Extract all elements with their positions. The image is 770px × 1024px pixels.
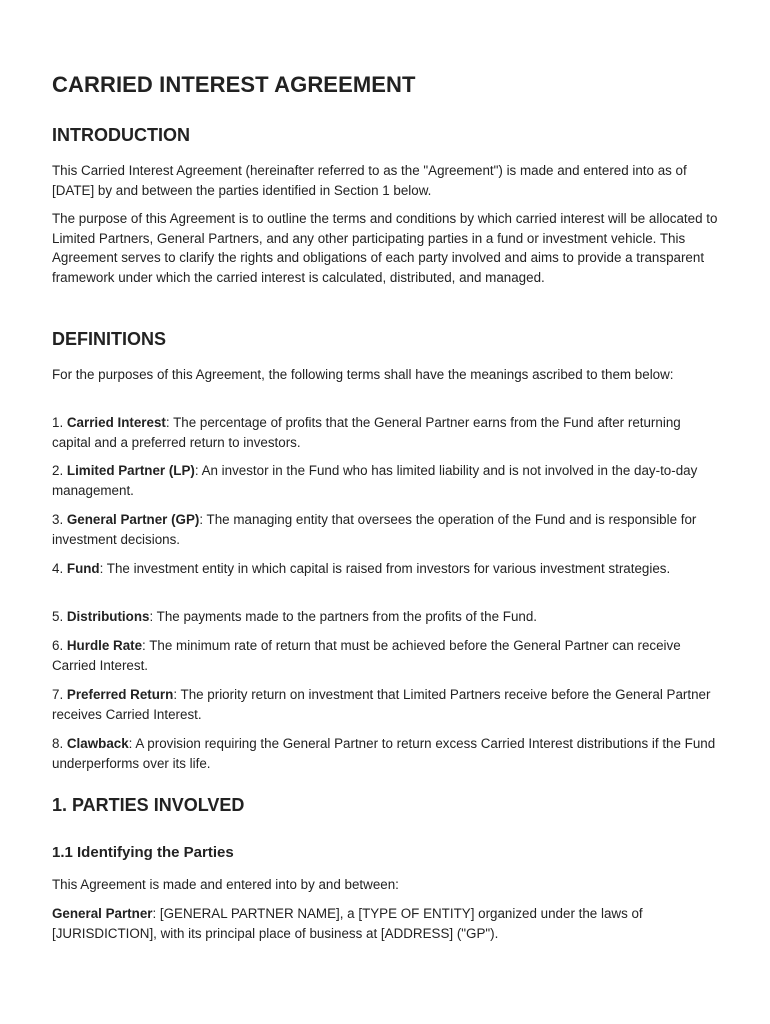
definition-text: : A provision requiring the General Partner to return excess Carried Interest distributions if the Fund underperforms over its life. (52, 736, 716, 771)
parties-section (52, 795, 718, 816)
definition-term: Distributions (66, 609, 150, 624)
definition-number: 7. (52, 687, 67, 702)
definition-item-8 (52, 734, 718, 773)
introduction-section (52, 125, 718, 146)
definition-item-2 (52, 461, 718, 500)
definition-number: 2. (52, 463, 67, 478)
definition-number: 6. (52, 638, 67, 653)
definition-number: 4. (52, 561, 67, 576)
definition-term: General Partner (GP) (66, 512, 200, 527)
definition-term: Fund (66, 561, 100, 576)
definition-term: Hurdle Rate (66, 638, 143, 653)
definition-number: 5. (52, 609, 67, 624)
definitions-section (52, 329, 718, 350)
definition-term: Clawback (66, 736, 129, 751)
definition-item-7 (52, 685, 718, 724)
gp-text: : [GENERAL PARTNER NAME], a [TYPE OF ENTITY] organized under the laws of [JURISDICTION], with its principal place of business at [ADDRESS] ("GP"). (52, 906, 643, 941)
definitions-intro (52, 365, 718, 385)
definition-term: Carried Interest (66, 415, 166, 430)
gp-term: General Partner (52, 906, 153, 921)
paragraph: This Agreement is made and entered into by and between: (52, 877, 399, 892)
definition-number: 3. (52, 512, 67, 527)
definition-item-1 (52, 413, 718, 452)
definition-term: Preferred Return (66, 687, 174, 702)
parties-intro (52, 875, 718, 895)
definition-item-6 (52, 636, 718, 675)
document-title: CARRIED INTEREST AGREEMENT (52, 72, 416, 97)
definition-item-4 (52, 559, 718, 579)
definition-text: : The investment entity in which capital is raised from investors for various investment strategies. (99, 561, 671, 576)
paragraph: The purpose of this Agreement is to outline the terms and conditions by which carried interest will be allocated to Limited Partners, General Partners, and any other participating parties in a fund or investment vehicle. This Agreement serves to clarify the rights and obligations of each party involved and aims to provide a transparent framework under which the carried interest is calculated, distributed, and managed. (52, 211, 718, 285)
parties-heading: 1. PARTIES INVOLVED (52, 795, 245, 815)
paragraph: This Carried Interest Agreement (hereinafter referred to as the "Agreement") is made and entered into as of [DATE] by and between the parties identified in Section 1 below. (52, 163, 687, 198)
definitions-heading: DEFINITIONS (52, 329, 167, 349)
definition-text: : An investor in the Fund who has limited liability and is not involved in the day-to-day management. (52, 463, 698, 498)
parties-subheading: 1.1 Identifying the Parties (52, 844, 234, 861)
general-partner-clause (52, 904, 718, 943)
definition-text: : The payments made to the partners from the profits of the Fund. (149, 609, 538, 624)
definition-text: : The minimum rate of return that must be achieved before the General Partner can receive Carried Interest. (52, 638, 681, 673)
intro-paragraph-1 (52, 161, 718, 200)
parties-subsection (52, 844, 718, 861)
definition-text: : The priority return on investment that Limited Partners receive before the General Partner receives Carried Interest. (52, 687, 711, 722)
intro-paragraph-2 (52, 209, 718, 287)
paragraph: For the purposes of this Agreement, the following terms shall have the meanings ascribed to them below: (52, 367, 674, 382)
definition-number: 8. (52, 736, 67, 751)
introduction-heading: INTRODUCTION (52, 125, 190, 145)
definition-text: : The managing entity that oversees the operation of the Fund and is responsible for investment decisions. (52, 512, 697, 547)
definition-text: : The percentage of profits that the General Partner earns from the Fund after returning capital and a preferred return to investors. (52, 415, 681, 450)
definition-item-3 (52, 510, 718, 549)
definition-item-5 (52, 607, 718, 627)
definition-number: 1. (52, 415, 67, 430)
definition-term: Limited Partner (LP) (66, 463, 195, 478)
